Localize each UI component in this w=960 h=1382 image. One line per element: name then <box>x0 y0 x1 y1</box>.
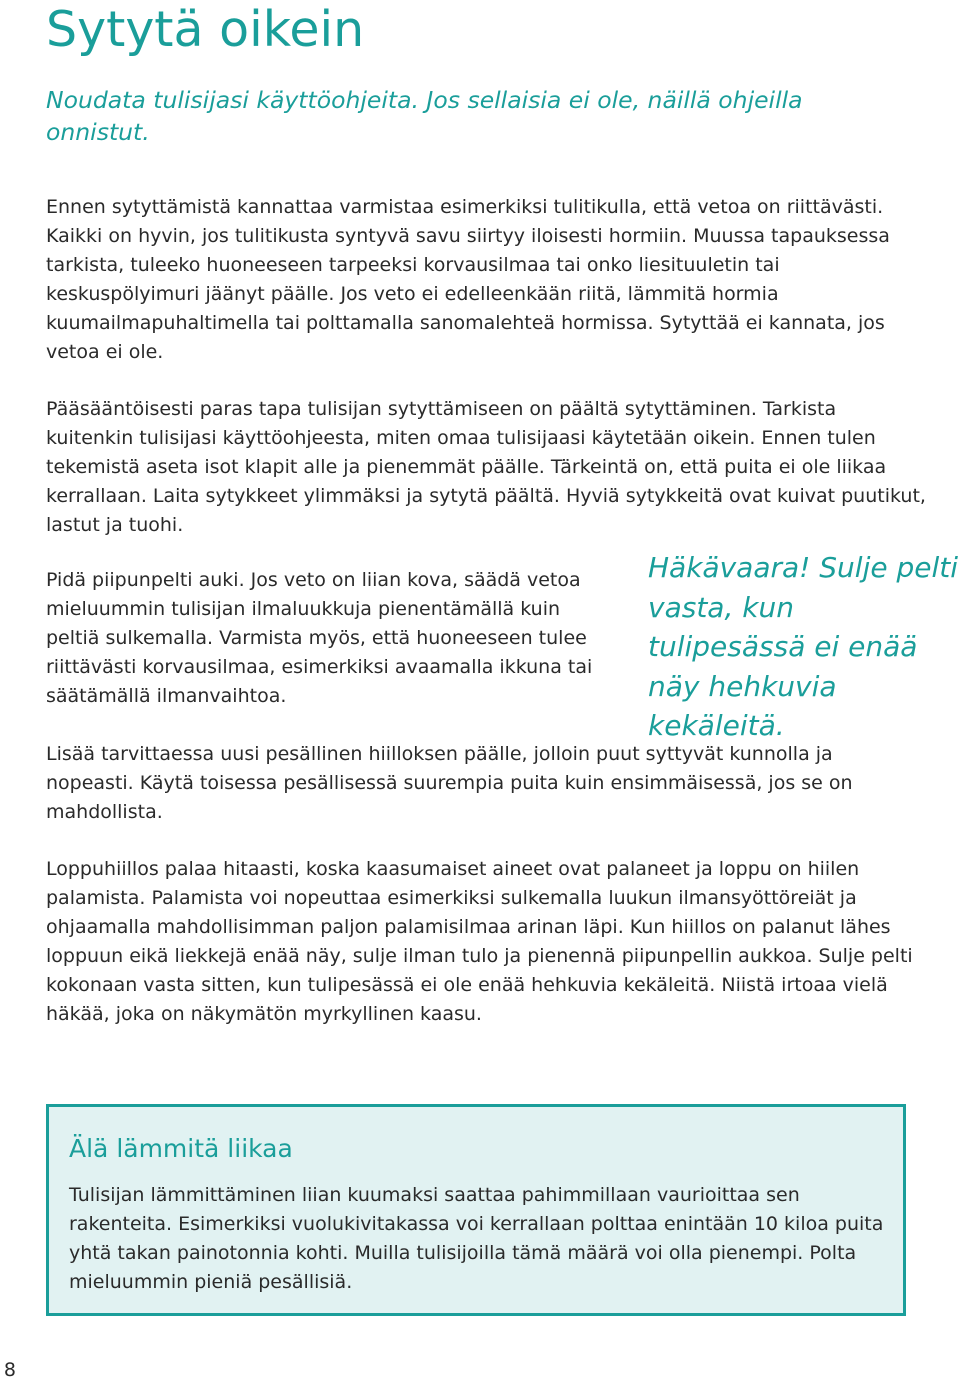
pull-quote-carbon-monoxide: Häkävaara! Sulje pelti vasta, kun tulipesässä ei enää näy hehkuvia kekäleitä. <box>648 551 959 742</box>
page-title: Sytytä oikein <box>46 1 365 58</box>
info-box-text: Tulisijan lämmittäminen liian kuumaksi saattaa pahimmillaan vaurioittaa sen rakenteita. Esimerkiksi vuolukivitakassa voi kerrallaan polttaa enintään 10 kiloa puita yhtä takan painotonnia kohti. Muilla tulisijoilla tämä määrä voi olla pienempi. Polta mieluummin pieniä pesällisiä. <box>69 1184 884 1293</box>
paragraph-final-embers: Loppuhiillos palaa hitaasti, koska kaasumaiset aineet ovat palaneet ja loppu on hiilen palamista. Palamista voi nopeuttaa esimerkiksi sulkemalla luukun ilmansyöttöreiät ja ohjaamalla mahdollisimman paljon palamisilmaa arinan läpi. Kun hiillos on palanut lähes loppuun eikä liekkejä enää näy, sulje ilman tulo ja pienennä piipunpellin aukkoa. Sulje pelti kokonaan vasta sitten, kun tulipesässä ei ole enää hehkuvia kekäleitä. Niistä irtoaa vielä häkää, joka on näkymätön myrkyllinen kaasu. <box>46 858 913 1025</box>
paragraph-draft-check: Ennen sytyttämistä kannattaa varmistaa esimerkiksi tulitikulla, että vetoa on riittävästi. Kaikki on hyvin, jos tulitikusta syntyvä savu siirtyy iloisesti hormiin. Muussa tapauksessa tarkista, tuleeko huoneeseen tarpeeksi korvausilmaa tai onko liesituuletin tai keskuspölyimuri jäänyt päälle. Jos veto ei edelleenkään riitä, lämmitä hormia kuumailmapuhaltimella tai polttamalla sanomalehteä hormissa. Sytyttää ei kannata, jos vetoa ei ole. <box>46 196 890 363</box>
lead-paragraph: Noudata tulisijasi käyttöohjeita. Jos sellaisia ei ole, näillä ohjeilla onnistut. <box>46 86 803 146</box>
info-box <box>46 1104 906 1316</box>
info-box-title: Älä lämmitä liikaa <box>69 1134 293 1163</box>
page-number: 8 <box>3 1359 16 1381</box>
paragraph-damper-open: Pidä piipunpelti auki. Jos veto on liian kova, säädä vetoa mieluummin tulisijan ilmaluukkuja pienentämällä kuin peltiä sulkemalla. Varmista myös, että huoneeseen tulee riittävästi korvausilmaa, esimerkiksi avaamalla ikkuna tai säätämällä ilmanvaihtoa. <box>46 569 593 707</box>
paragraph-top-lighting: Pääsääntöisesti paras tapa tulisijan sytyttämiseen on päältä sytyttäminen. Tarkista kuitenkin tulisijasi käyttöohjeesta, miten omaa tulisijaasi käytetään oikein. Ennen tulen tekemistä aseta isot klapit alle ja pienemmät päälle. Tärkeintä on, että puita ei ole liikaa kerrallaan. Laita sytykkeet ylimmäksi ja sytytä päältä. Hyviä sytykkeitä ovat kuivat puutikut, lastut ja tuohi. <box>46 398 926 536</box>
paragraph-add-load: Lisää tarvittaessa uusi pesällinen hiilloksen päälle, jolloin puut syttyvät kunnolla ja nopeasti. Käytä toisessa pesällisessä suurempia puita kuin ensimmäisessä, jos se on mahdollista. <box>46 743 853 823</box>
